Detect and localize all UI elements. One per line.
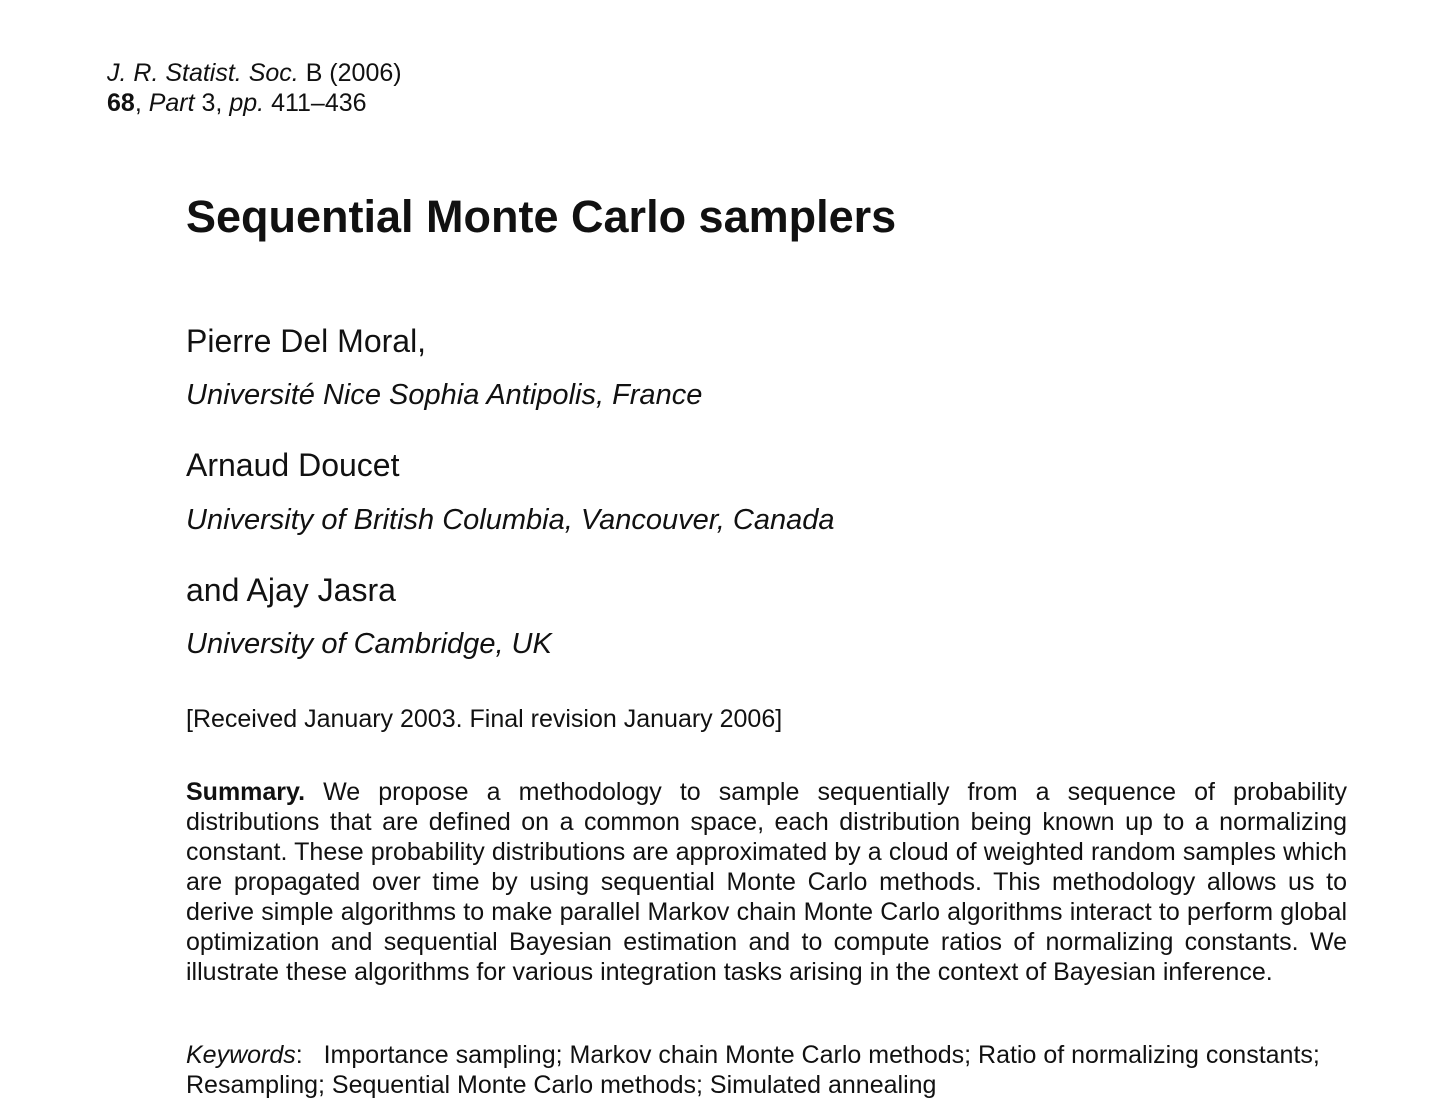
journal-part-label: Part	[148, 89, 195, 117]
keywords-text: Importance sampling; Markov chain Monte Carlo methods; Ratio of normalizing constants; Resampling; Sequential Monte Carlo methods; Simulated annealing	[186, 1041, 1320, 1099]
author-name-3: and Ajay Jasra	[186, 572, 396, 608]
author-name-1: Pierre Del Moral,	[186, 323, 427, 359]
keywords-paragraph: Keywords: Importance sampling; Markov chain Monte Carlo methods; Ratio of normalizing constants; Resampling; Sequential Monte Carlo methods; Simulated annealing	[186, 1041, 1320, 1099]
journal-series: B (2006)	[305, 59, 402, 87]
author-affiliation-3: University of Cambridge, UK	[186, 628, 552, 660]
journal-pages-label: pp.	[229, 89, 265, 117]
summary-label: Summary.	[186, 778, 306, 806]
author-affiliation-1: Université Nice Sophia Antipolis, France	[186, 379, 703, 411]
paper-title: Sequential Monte Carlo samplers	[186, 191, 897, 242]
journal-line-1	[107, 58, 402, 88]
received-dates: [Received January 2003. Final revision January 2006]	[186, 705, 783, 733]
author-affiliation-2: University of British Columbia, Vancouver, Canada	[186, 504, 835, 536]
journal-citation	[107, 58, 402, 118]
summary-text: We propose a methodology to sample sequentially from a sequence of probability distributions that are defined on a common space, each distribution being known up to a normalizing constant. These probability distributions are approximated by a cloud of weighted random samples which are propagated over time by using sequential Monte Carlo methods. This methodology allows us to derive simple algorithms to make parallel Markov chain Monte Carlo algorithms interact to perform global optimization and sequential Bayesian estimation and to compute ratios of normalizing constants. We illustrate these algorithms for various integration tasks arising in the context of Bayesian inference.	[186, 778, 1347, 986]
journal-line-2: 68, Part 3, pp. 411–436	[107, 89, 367, 117]
journal-name: J. R. Statist. Soc.	[107, 59, 299, 87]
journal-part-number: 3,	[201, 89, 223, 117]
journal-volume: 68	[107, 89, 135, 117]
author-name-2: Arnaud Doucet	[186, 447, 400, 483]
summary-paragraph	[186, 777, 1347, 987]
keywords-label: Keywords	[186, 1041, 296, 1069]
journal-pages: 411–436	[271, 89, 367, 117]
